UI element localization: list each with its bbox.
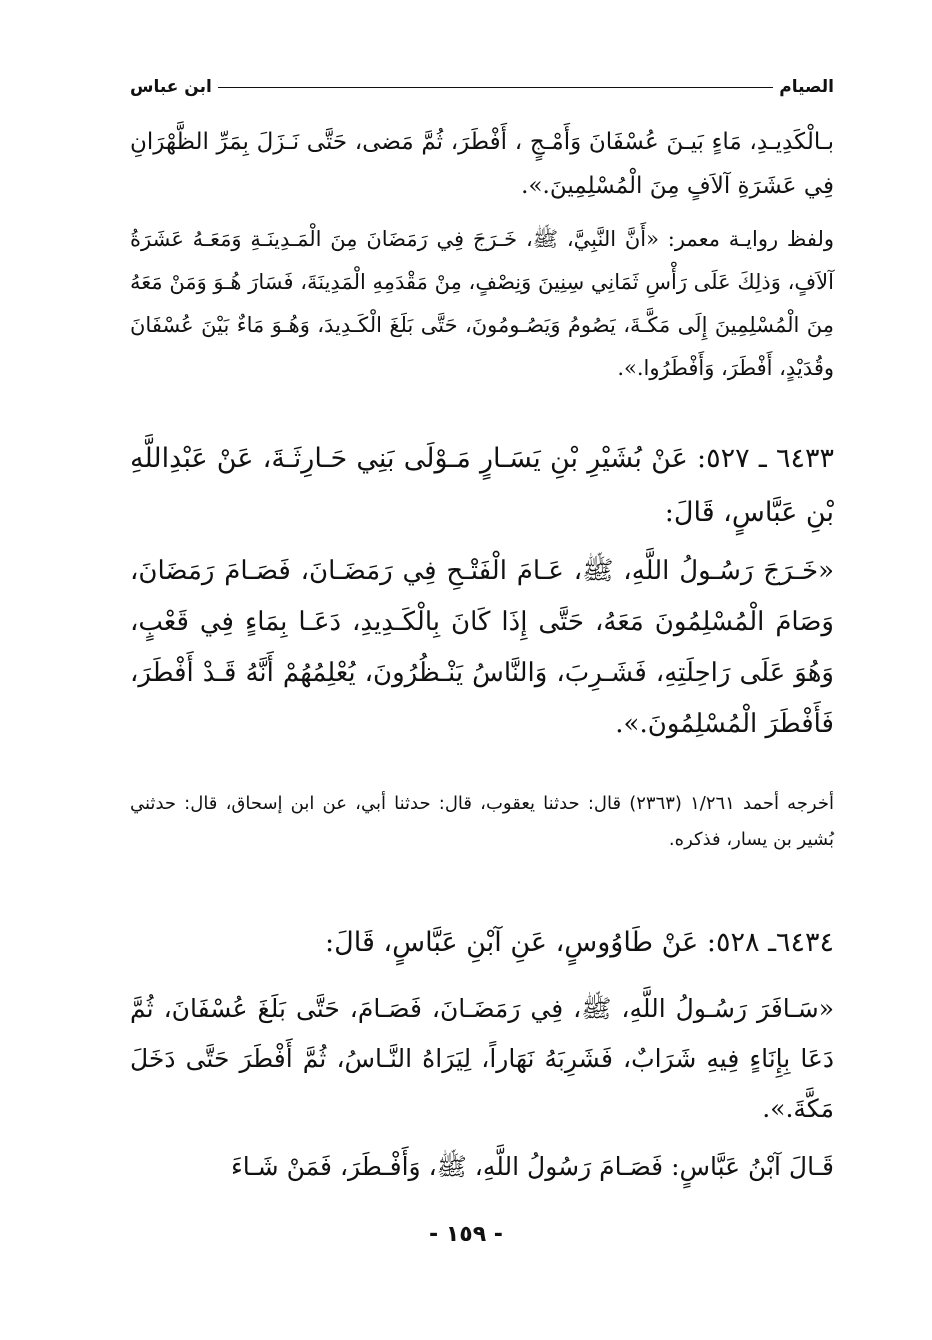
ibn-abbas-remark	[130, 1140, 834, 1194]
hadith-527-body	[130, 546, 834, 750]
hadith-527-note-text: أخرجه أحمد ١/٢٦١ (٢٣٦٣) قال: حدثنا يعقوب، قال: حدثنا أبي، عن ابن إسحاق، قال: حدثني بُشير بن يسار، فذكره.	[130, 793, 834, 850]
hadith-528-heading	[130, 916, 834, 970]
mamar-variant-text: ولفظ روايـة معمر: «أَنَّ النَّبِيَّ، ﷺ، خَـرَجَ فِي رَمَضَانَ مِنَ الْمَـدِينَـةِ وَمَعَـهُ عَشَرَةُ آلاَفٍ، وَذلِكَ عَلَى رَأْسِ ثَمَانِي سِنِينَ وَنِصْفٍ، مِنْ مَقْدَمِهِ الْمَدِينَةَ، فَسَارَ هُـوَ وَمَنْ مَعَهُ مِنَ الْمُسْلِمِينَ إِلَى مَكَّـةَ، يَصُومُ وَيَصُـومُونَ، حَتَّى بَلَغَ الْكَـدِيدَ، وَهُـوَ مَاءٌ بَيْنَ عُسْفَانَ وقُدَيْدٍ، أَفْطَرَ، وَأَفْطَرُوا.».	[130, 227, 834, 380]
continued-paragraph	[130, 120, 834, 208]
hadith-527-isnad: ٦٤٣٣ ـ ٥٢٧: عَنْ بُشَيْرِ بْنِ يَسَـارٍ مَـوْلَى بَنِي حَـارِثَـةَ، عَنْ عَبْدِاللَّهِ بْنِ عَبَّاسٍ، قَالَ:	[130, 443, 834, 528]
section-title: ابن عباس	[130, 77, 212, 97]
hadith-528-isnad: ٦٤٣٤ـ ٥٢٨: عَنْ طَاوُوسٍ، عَنِ آبْنِ عَبَّاسٍ، قَالَ:	[325, 927, 834, 958]
mamar-variant-paragraph	[130, 218, 834, 390]
hadith-527-takhrij	[130, 786, 834, 858]
hadith-528-body	[130, 984, 834, 1134]
page-number: - ١٥٩ -	[429, 1222, 503, 1247]
running-head	[130, 72, 834, 102]
hadith-527-matn: «خَـرَجَ رَسُـولُ اللَّهِ، ﷺ، عَـامَ الْفَتْـحِ فِي رَمَضَـانَ، فَصَـامَ رَمَضَانَ، وَصَامَ الْمُسْلِمُونَ مَعَهُ، حَتَّى إِذَا كَانَ بِالْكَـدِيدِ، دَعَـا بِمَاءٍ فِي قَعْبٍ، وَهُوَ عَلَى رَاحِلَتِهِ، فَشَـرِبَ، وَالنَّاسُ يَنْـظُرُونَ، يُعْلِمُهُمْ أَنَّهُ قَـدْ أَفْطَرَ، فَأَفْطَرَ الْمُسْلِمُونَ.».	[130, 556, 834, 739]
hadith-527-heading	[130, 432, 834, 540]
chapter-title: الصيام	[779, 77, 834, 97]
ibn-abbas-remark-text: قَـالَ آبْنُ عَبَّاسٍ: فَصَـامَ رَسُولُ اللَّهِ، ﷺ، وَأَفْـطَرَ، فَمَنْ شَـاءَ	[230, 1152, 834, 1181]
header-rule	[218, 87, 773, 88]
hadith-528-matn: «سَـافَرَ رَسُـولُ اللَّهِ، ﷺ، فِي رَمَضَـانَ، فَصَـامَ، حَتَّى بَلَغَ عُسْفَانَ، ثُمَّ دَعَا بِإِنَاءٍ فِيهِ شَرَابٌ، فَشَرِبَهُ نَهَاراً، لِيَرَاهُ النَّـاسُ، ثُمَّ أَفْطَرَ حَتَّى دَخَلَ مَكَّةَ.».	[130, 994, 834, 1123]
continued-text: بـالْكَدِيـدِ، مَاءٍ بَيـنَ عُسْفَانَ وَأَمْـجٍ ، أَفْطَرَ، ثُمَّ مَضى، حَتَّى نَـزَلَ بِمَرِّ الظَّهْرَانِ فِي عَشَرَةِ آلاَفٍ مِنَ الْمُسْلِمِينَ.».	[130, 129, 834, 199]
